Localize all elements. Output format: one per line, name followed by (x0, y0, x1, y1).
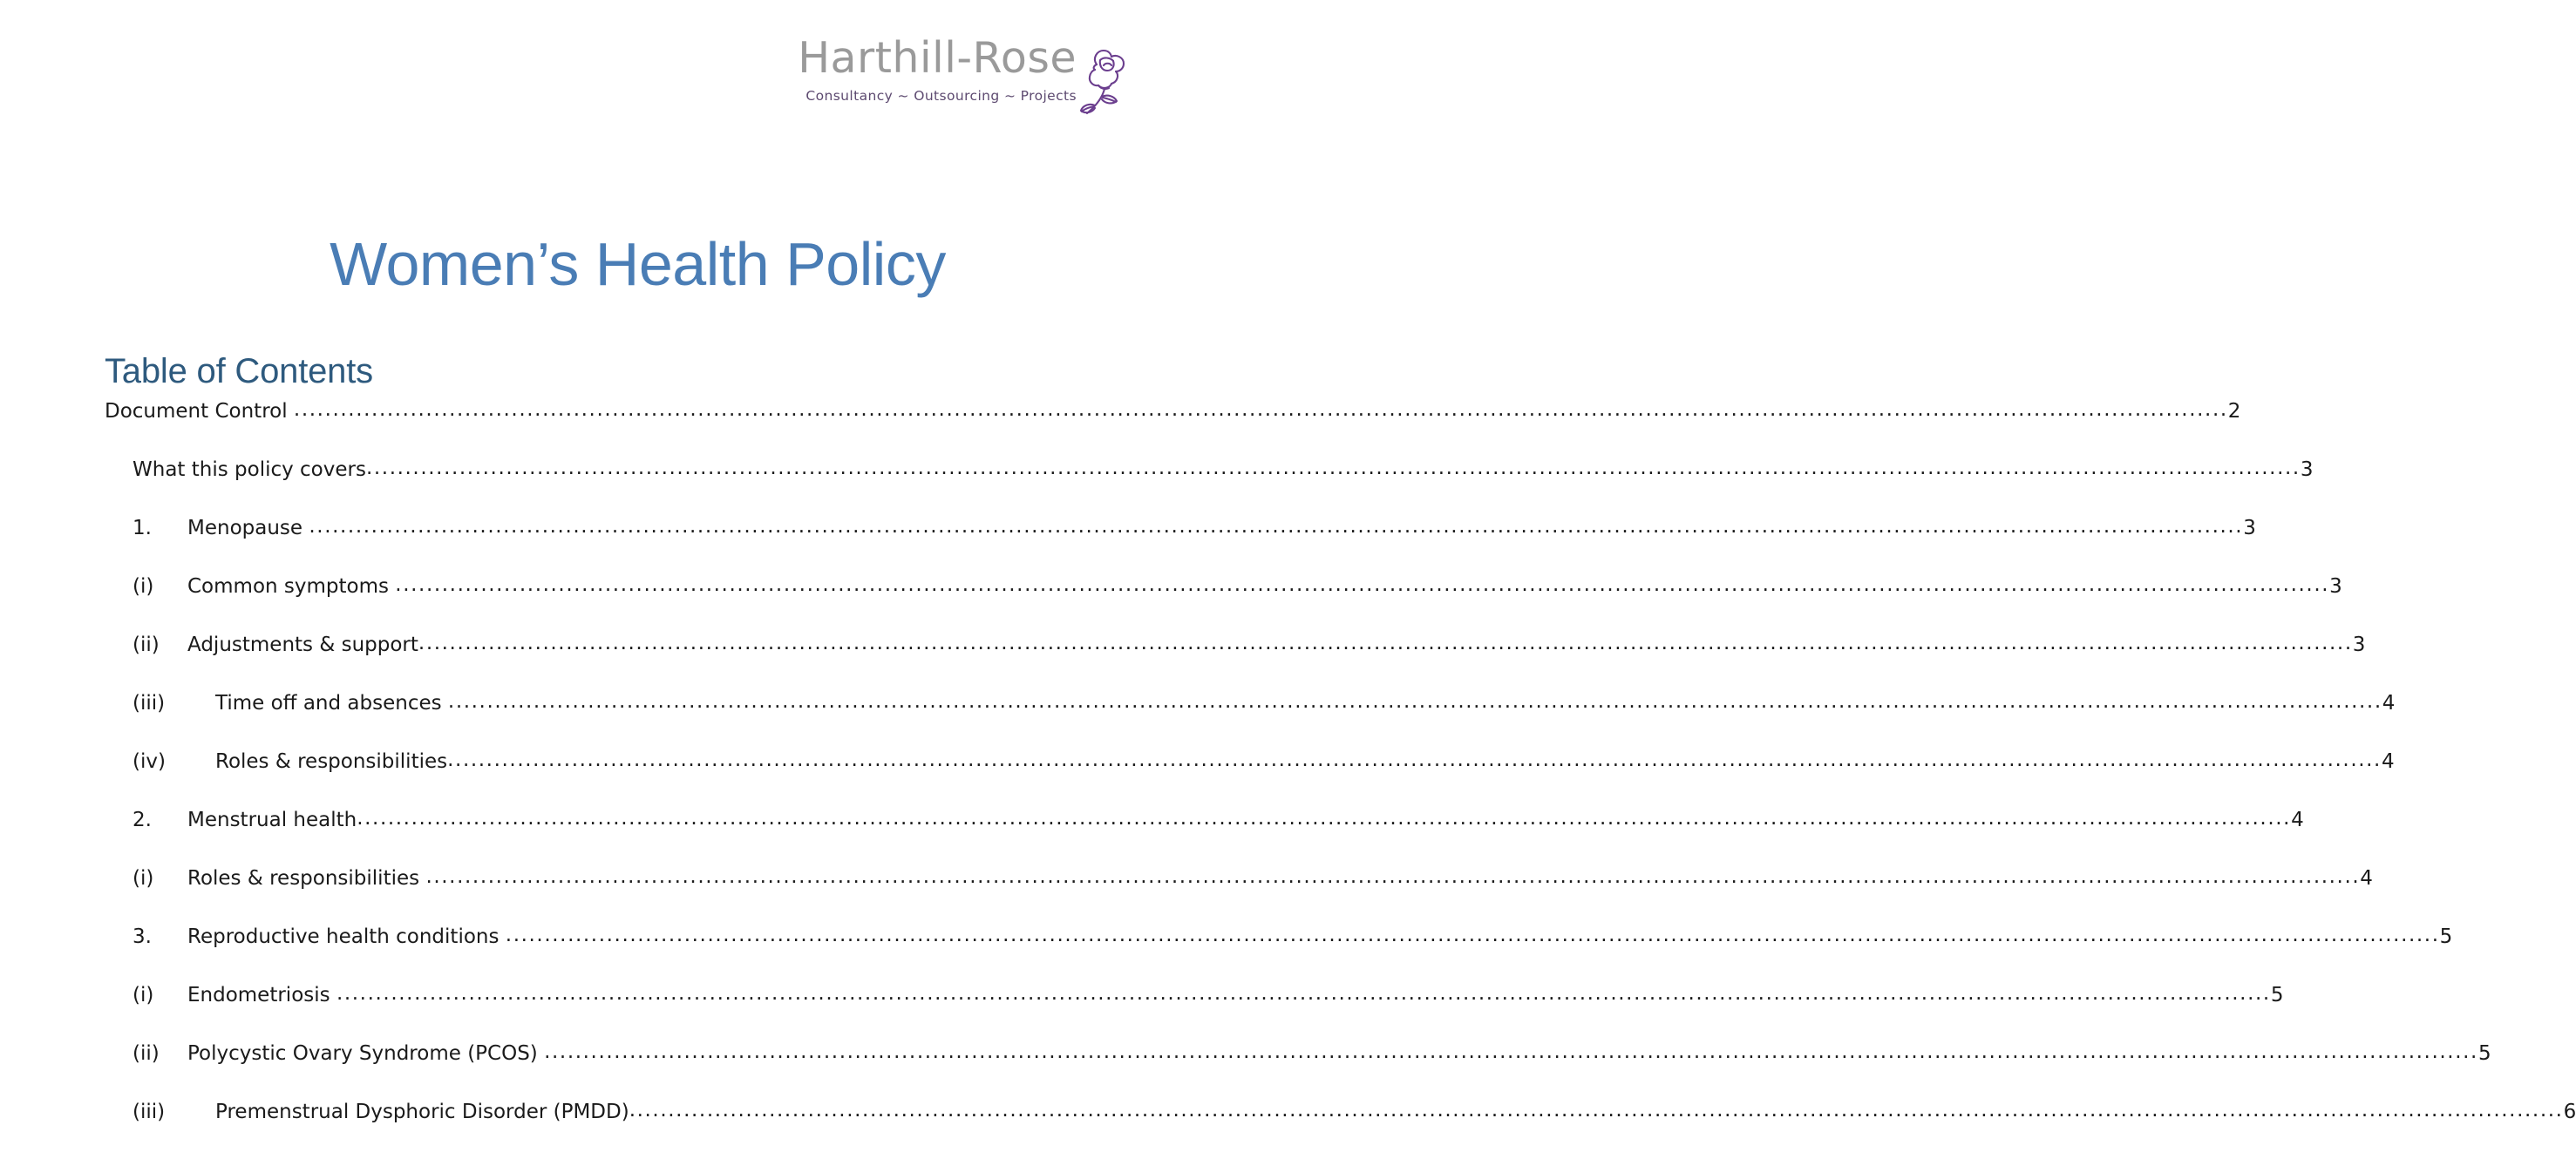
toc-entry-page-number: 4 (2382, 692, 2396, 715)
toc-entry-number: (i) (133, 984, 154, 1006)
toc-entry-page-number: 6 (2563, 1101, 2576, 1123)
toc-entry-label: Roles & responsibilities (215, 750, 448, 773)
toc-dot-leader (448, 690, 2382, 713)
toc-entry-number: 3. (133, 925, 152, 948)
toc-entry[interactable] (105, 575, 2342, 634)
toc-entry-number: 1. (133, 517, 152, 539)
toc-entry-page-number: 3 (2329, 575, 2342, 598)
toc-entry-number: (iv) (133, 750, 166, 773)
page-title: Women’s Health Policy (330, 230, 946, 298)
toc-dot-leader (629, 1099, 2564, 1122)
toc-entry[interactable] (105, 458, 2314, 517)
toc-entry-page-number: 3 (2300, 458, 2314, 481)
toc-dot-leader (506, 924, 2440, 946)
toc-entry-gap (302, 517, 309, 539)
toc-entry-gap (389, 575, 395, 598)
toc-entry-number: (iii) (133, 1101, 166, 1123)
toc-dot-leader (544, 1040, 2478, 1063)
logo-wordmark: Harthill-Rose (798, 33, 1077, 83)
toc-entry-number: (iii) (133, 692, 166, 715)
toc-entry-label: What this policy covers (133, 458, 366, 481)
toc-entry-page-number: 5 (2439, 925, 2453, 948)
toc-entry[interactable] (105, 750, 2395, 809)
toc-entry[interactable] (105, 984, 2284, 1042)
toc-entry-gap (419, 867, 425, 890)
toc-entry-number: (i) (133, 867, 154, 890)
toc-entry-gap (499, 925, 505, 948)
toc-entry-label: Endometriosis (187, 984, 330, 1006)
toc-entry[interactable] (105, 925, 2453, 984)
toc-entry-label: Polycystic Ovary Syndrome (PCOS) (187, 1042, 538, 1065)
toc-entry[interactable] (105, 692, 2396, 750)
toc-entry-page-number: 4 (2291, 809, 2304, 831)
toc-entry-page-number: 5 (2270, 984, 2284, 1006)
toc-entry-page-number: 4 (2381, 750, 2395, 773)
toc-entry-page-number: 3 (2352, 634, 2366, 656)
toc-dot-leader (418, 632, 2353, 654)
toc-dot-leader (425, 865, 2360, 888)
toc-entry-number: 2. (133, 809, 152, 831)
toc-dot-leader (357, 807, 2291, 830)
toc-entry-gap (442, 692, 448, 715)
toc-entry-label: Menopause (187, 517, 303, 539)
toc-entry[interactable] (105, 1042, 2491, 1101)
toc-entry-gap (538, 1042, 544, 1065)
toc-dot-leader (309, 515, 2243, 538)
toc-dot-leader (294, 398, 2228, 421)
toc-entry-label: Menstrual health (187, 809, 357, 831)
table-of-contents (105, 400, 2576, 1159)
toc-entry[interactable] (105, 400, 2241, 458)
toc-entry-label: Adjustments & support (187, 634, 418, 656)
toc-entry[interactable] (105, 634, 2366, 692)
toc-entry-page-number: 4 (2360, 867, 2373, 890)
toc-entry-number: (ii) (133, 634, 160, 656)
toc-entry-label: Reproductive health conditions (187, 925, 500, 948)
toc-dot-leader (336, 982, 2271, 1005)
toc-entry[interactable] (105, 867, 2373, 925)
toc-dot-leader (366, 457, 2301, 479)
toc-entry-page-number: 2 (2227, 400, 2241, 423)
toc-entry-gap (330, 984, 336, 1006)
rose-icon (1078, 38, 1129, 123)
toc-entry-number: (i) (133, 575, 154, 598)
toc-heading: Table of Contents (105, 352, 373, 390)
logo-tagline: Consultancy ~ Outsourcing ~ Projects (805, 88, 1077, 104)
logo-text-column (798, 33, 1077, 104)
toc-dot-leader (447, 749, 2382, 771)
toc-entry-label: Time off and absences (215, 692, 442, 715)
toc-entry[interactable] (105, 809, 2304, 867)
toc-entry[interactable] (105, 517, 2256, 575)
toc-entry-label: Roles & responsibilities (187, 867, 420, 890)
toc-entry-page-number: 3 (2243, 517, 2256, 539)
toc-entry-number: (ii) (133, 1042, 160, 1065)
toc-entry-label: Common symptoms (187, 575, 389, 598)
toc-entry-label: Premenstrual Dysphoric Disorder (PMDD) (215, 1101, 629, 1123)
toc-entry-gap (288, 400, 294, 423)
company-logo (798, 33, 1129, 123)
toc-entry-label: Document Control (105, 400, 288, 423)
toc-dot-leader (395, 573, 2329, 596)
toc-entry[interactable] (105, 1101, 2576, 1159)
toc-entry-page-number: 5 (2477, 1042, 2491, 1065)
